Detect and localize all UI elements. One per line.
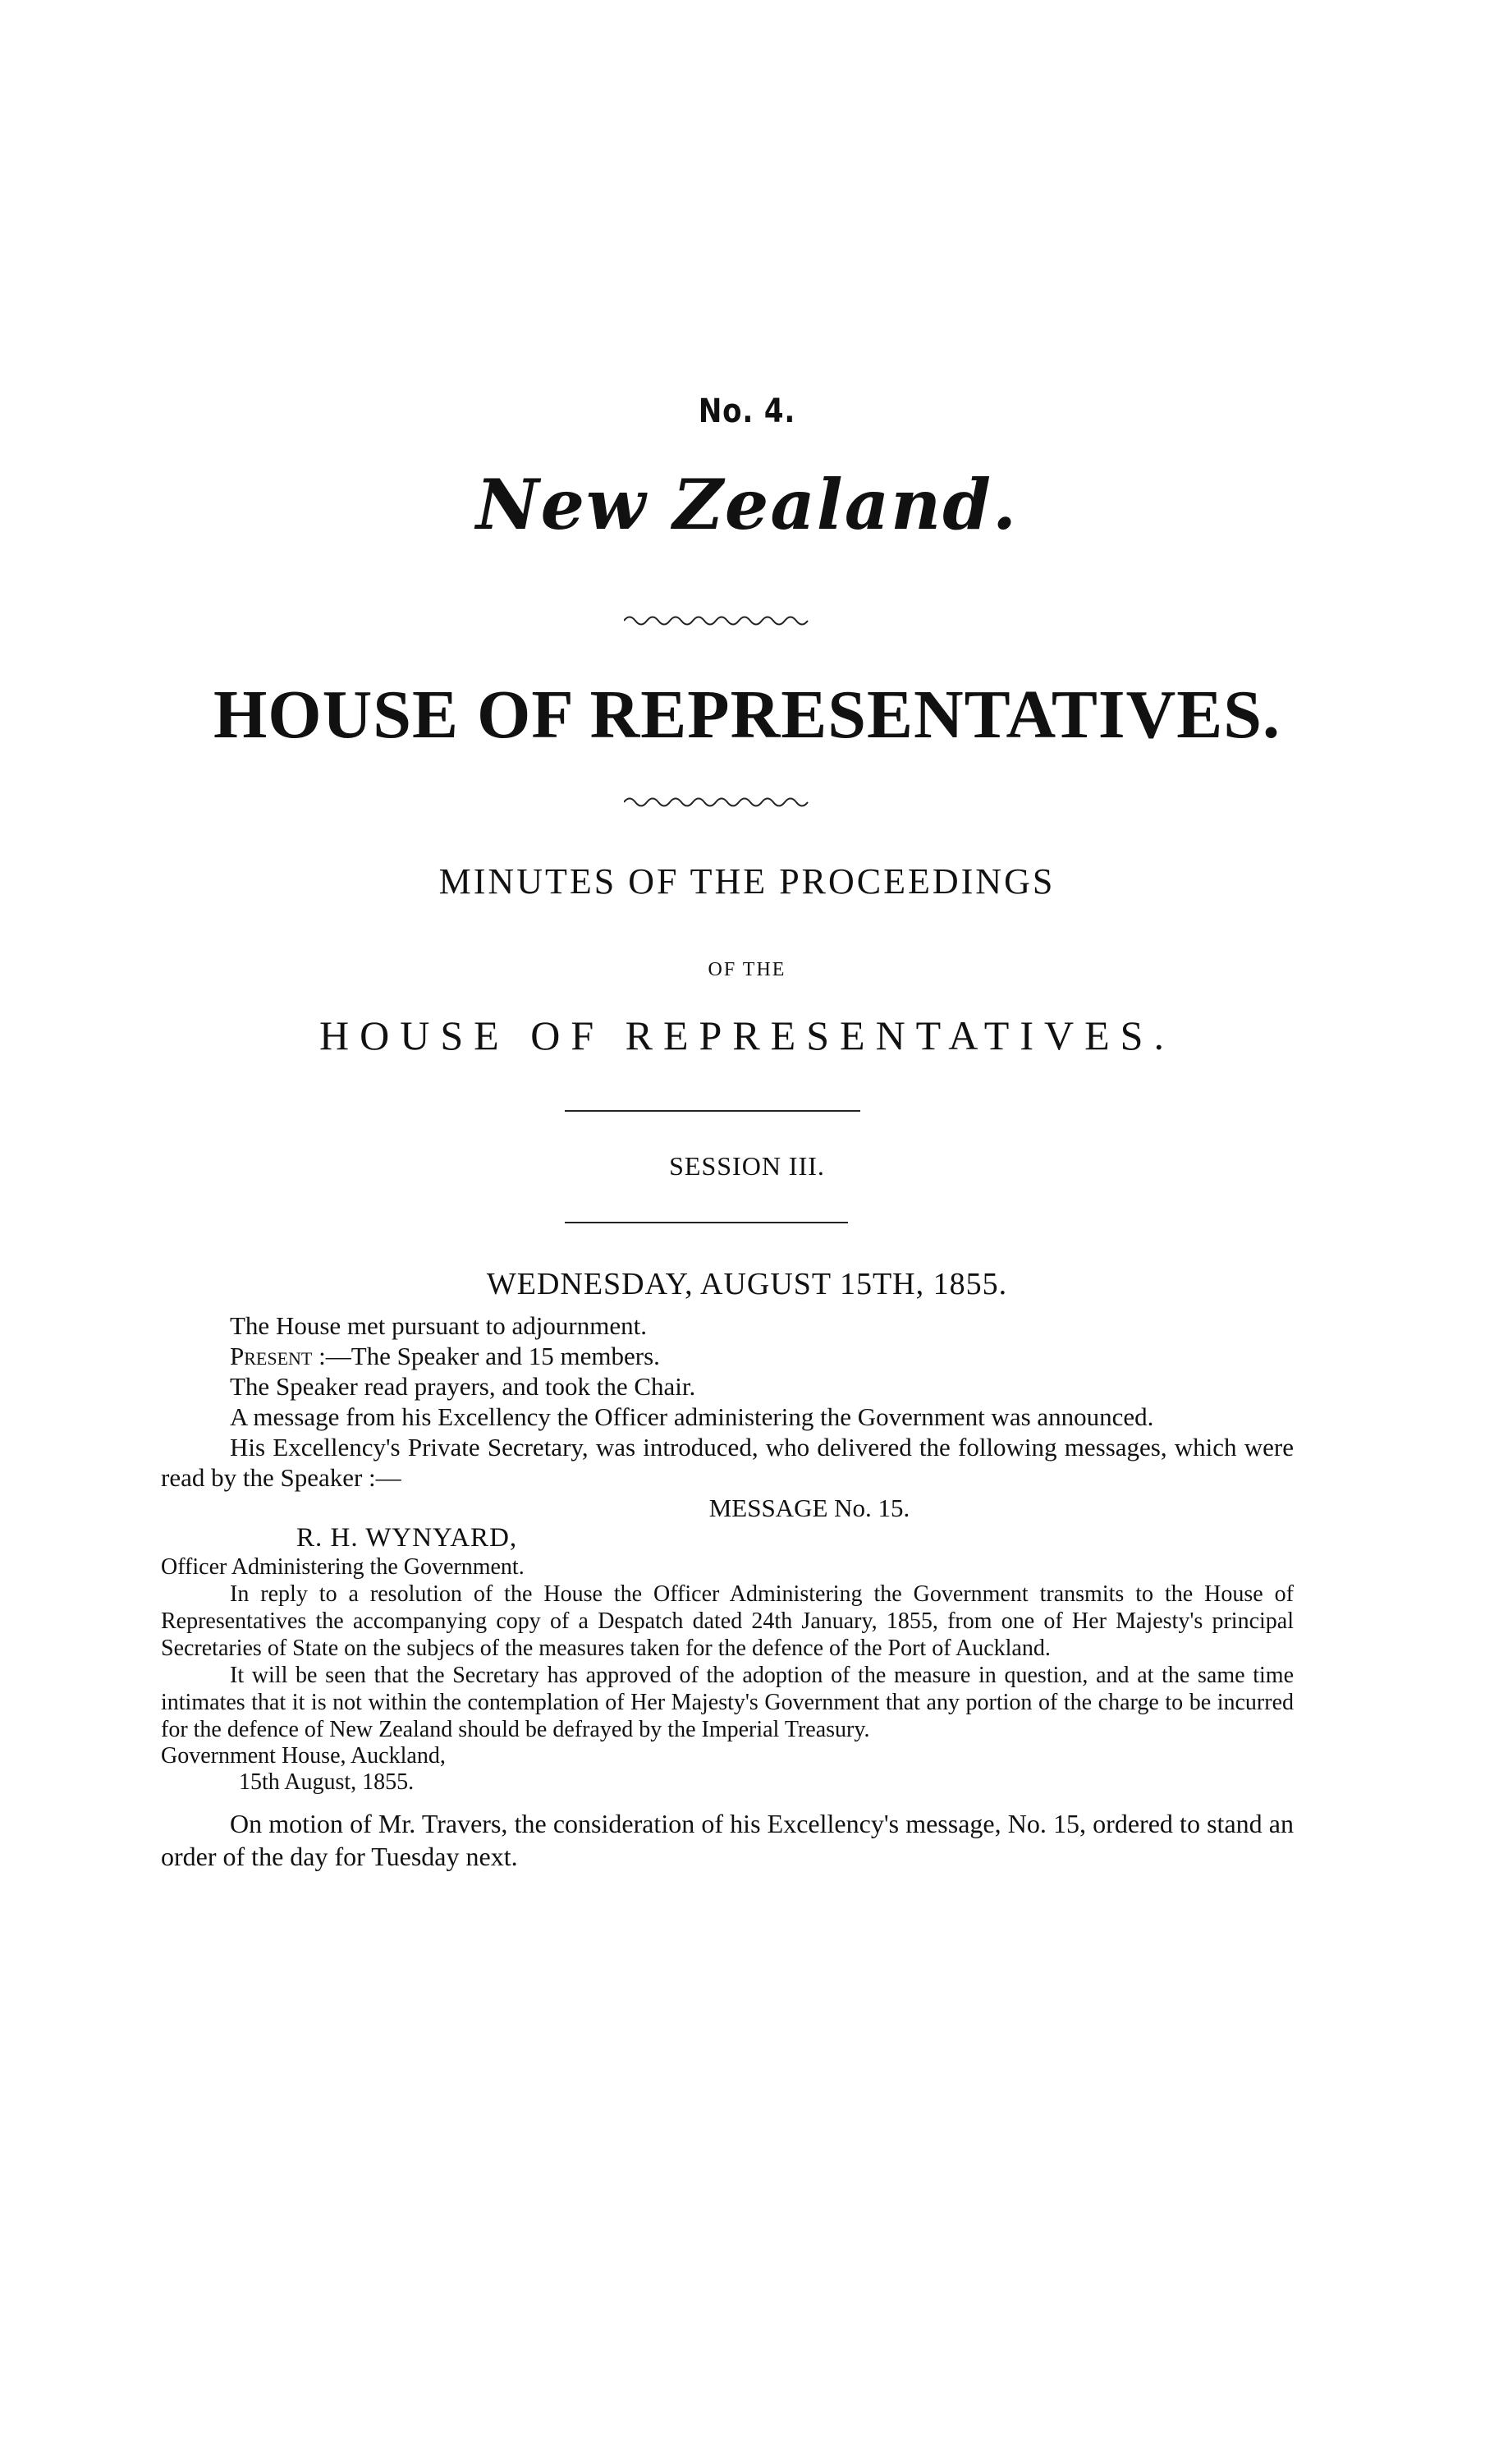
- present-paragraph: [161, 1341, 1294, 1371]
- session-heading: SESSION III.: [669, 1151, 825, 1181]
- wavy-divider-bottom: [624, 793, 813, 811]
- document-number: No. 4.: [698, 392, 796, 430]
- country-heading: New Zealand.: [475, 464, 1019, 545]
- of-the-line: OF THE: [708, 959, 786, 980]
- house-subheading: HOUSE OF REPRESENTATIVES.: [319, 1012, 1175, 1058]
- message-paragraph-1: In reply to a resolution of the House the Officer Administering the Government transmits to the House of Representatives the accompanying copy of a Despatch dated 24th January, 1855, from one of Her Majesty's principal Secretaries of State on the subjecs of the measures taken for the defence of the Port of Auckland.: [161, 1581, 1294, 1661]
- present-label: Present: [230, 1342, 313, 1370]
- wavy-divider-top: [624, 612, 813, 630]
- motion-paragraph: On motion of Mr. Travers, the consideration of his Excellency's message, No. 15, ordered to stand an order of the day for Tuesday next.: [161, 1809, 1294, 1871]
- message-date: 15th August, 1855.: [239, 1769, 415, 1795]
- message-heading: MESSAGE No. 15.: [708, 1494, 910, 1522]
- signatory-office: Officer Administering the Government.: [161, 1554, 525, 1580]
- message-announced-paragraph: A message from his Excellency the Officer administering the Government was announced.: [230, 1402, 1154, 1431]
- message-location: Government House, Auckland,: [161, 1743, 446, 1769]
- sitting-date: WEDNESDAY, AUGUST 15TH, 1855.: [486, 1267, 1008, 1301]
- house-title: HOUSE OF REPRESENTATIVES.: [213, 677, 1281, 753]
- met-paragraph: The House met pursuant to adjournment.: [230, 1311, 647, 1340]
- minutes-heading: MINUTES OF THE PROCEEDINGS: [438, 861, 1056, 902]
- secretary-paragraph: His Excellency's Private Secretary, was introduced, who delivered the following messages, which were read by the Speaker :—: [161, 1433, 1294, 1492]
- prayers-paragraph: The Speaker read prayers, and took the Chair.: [230, 1372, 696, 1401]
- minutes-body: [161, 1310, 1294, 1873]
- signatory-name: R. H. WYNYARD,: [296, 1523, 518, 1553]
- rule-bottom: [565, 1222, 848, 1223]
- present-text: :—The Speaker and 15 members.: [319, 1342, 660, 1370]
- message-paragraph-2: It will be seen that the Secretary has approved of the adoption of the measure in question, and at the same time intimates that it is not within the contemplation of Her Majesty's Government that any portion of the charge to be incurred for the defence of New Zealand should be defrayed by the Imperial Treasury.: [161, 1663, 1294, 1742]
- rule-top: [565, 1110, 860, 1112]
